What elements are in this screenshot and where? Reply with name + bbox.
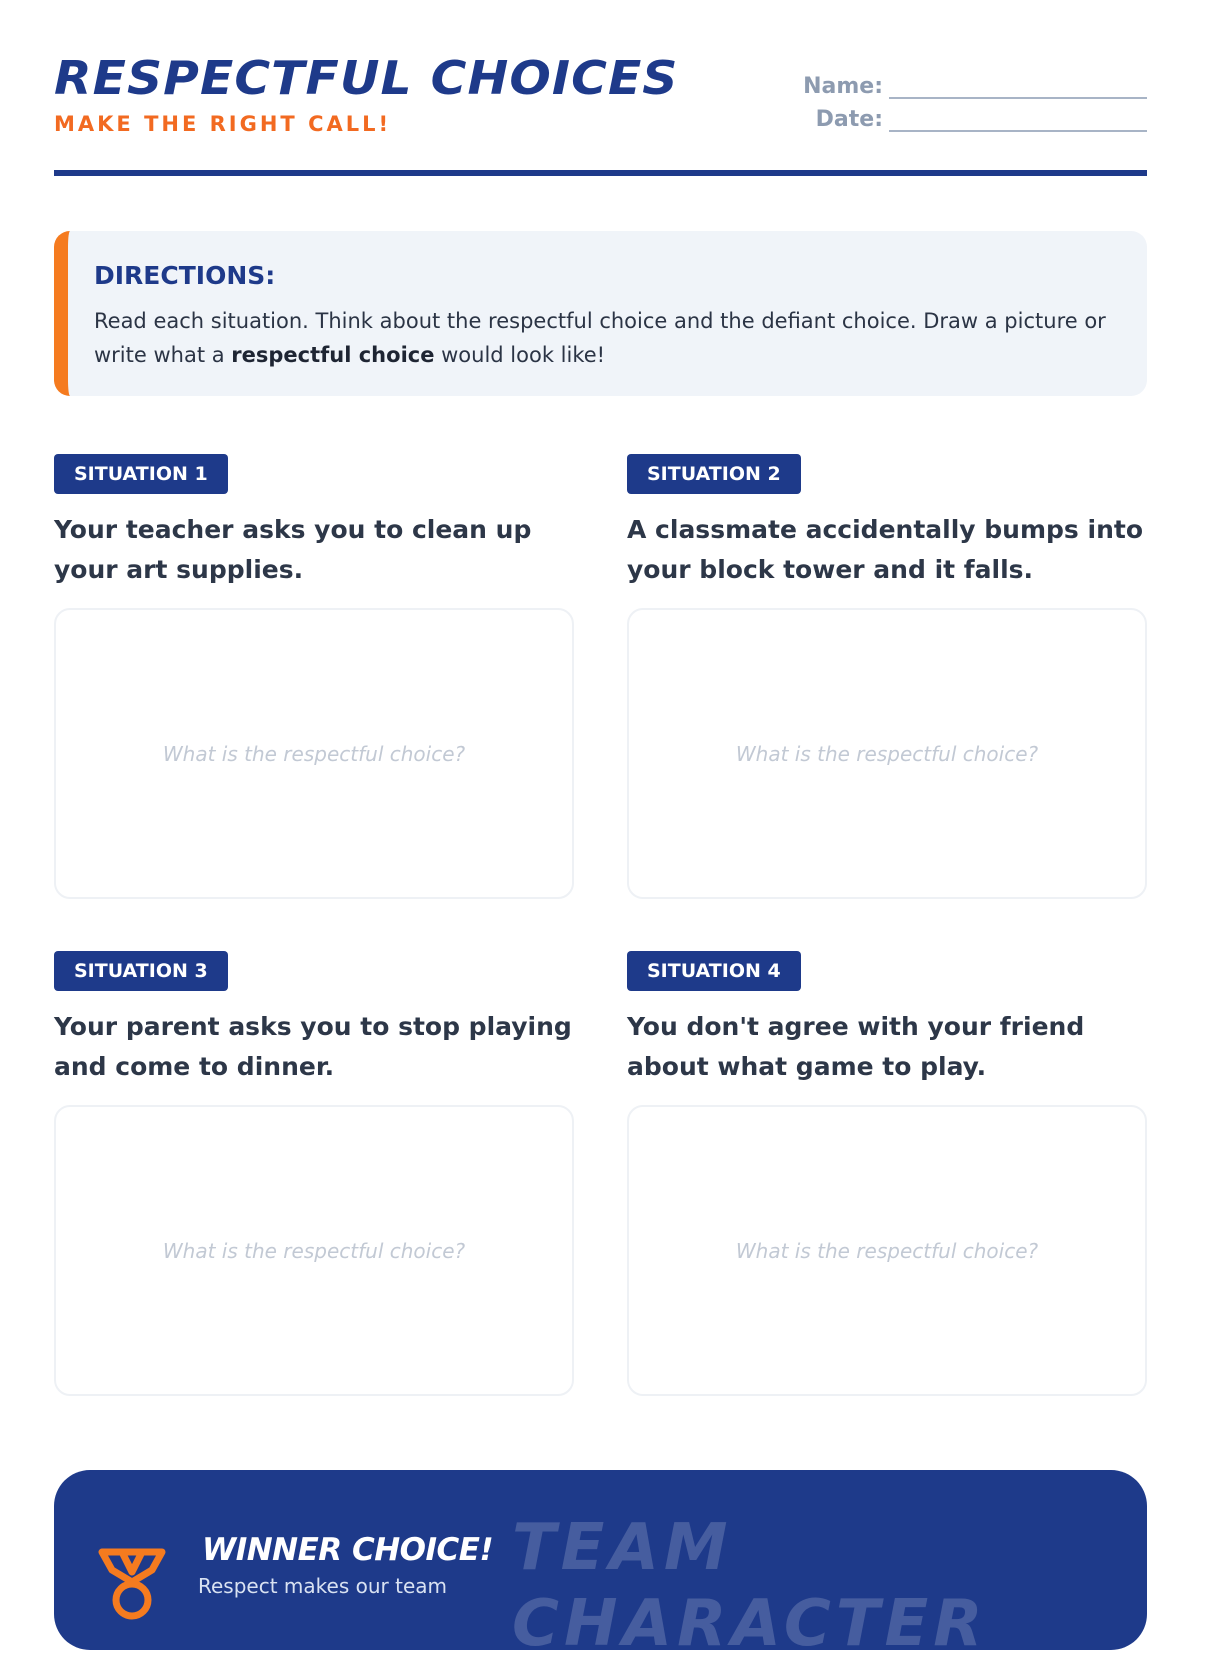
- situation-badge: SITUATION 1: [54, 454, 228, 494]
- situation-1: [54, 454, 574, 899]
- page-title: RESPECTFUL CHOICES: [54, 51, 679, 105]
- name-row: [787, 66, 1147, 99]
- header-divider: [54, 170, 1147, 176]
- page-subtitle: MAKE THE RIGHT CALL!: [54, 112, 392, 136]
- answer-hint: What is the respectful choice?: [735, 741, 1039, 766]
- answer-box[interactable]: [627, 608, 1147, 899]
- situation-3: [54, 951, 574, 1396]
- name-label: Name:: [803, 74, 883, 99]
- directions-title: DIRECTIONS:: [94, 261, 276, 290]
- directions-text: [94, 304, 1121, 372]
- answer-hint: What is the respectful choice?: [162, 1238, 466, 1263]
- situation-4: [627, 951, 1147, 1396]
- situation-prompt: A classmate accidentally bumps into your block tower and it falls.: [627, 515, 1144, 584]
- worksheet-header: [54, 50, 1147, 178]
- situation-badge: SITUATION 2: [627, 454, 801, 494]
- footer-banner: [54, 1470, 1147, 1661]
- situation-prompt: Your teacher asks you to clean up your art supplies.: [54, 515, 532, 584]
- directions-text-start: Read each situation. Think about the respectful choice and the defiant choice. Draw a picture or write what a: [94, 309, 1106, 367]
- date-field-line[interactable]: [889, 110, 1147, 132]
- directions-text-bold: respectful choice: [231, 343, 435, 367]
- directions-panel: [54, 231, 1147, 396]
- watermark-line-2: CHARACTER: [512, 1587, 988, 1661]
- name-field-line[interactable]: [889, 77, 1147, 99]
- watermark-line-1: TEAM: [512, 1511, 733, 1585]
- footer-title: WINNER CHOICE!: [202, 1532, 494, 1568]
- date-label: Date:: [815, 107, 883, 132]
- footer-subtitle: Respect makes our team: [198, 1574, 447, 1598]
- date-row: [787, 99, 1147, 132]
- name-date-fields: [787, 66, 1147, 132]
- situation-badge: SITUATION 4: [627, 951, 801, 991]
- situation-badge: SITUATION 3: [54, 951, 228, 991]
- directions-text-end: would look like!: [434, 343, 606, 367]
- medal-icon: [96, 1542, 168, 1622]
- answer-box[interactable]: [627, 1105, 1147, 1396]
- answer-hint: What is the respectful choice?: [162, 741, 466, 766]
- footer-watermark: [512, 1510, 988, 1662]
- situation-prompt: Your parent asks you to stop playing and come to dinner.: [54, 1012, 572, 1081]
- situation-2: [627, 454, 1147, 899]
- answer-box[interactable]: [54, 608, 574, 899]
- answer-box[interactable]: [54, 1105, 574, 1396]
- answer-hint: What is the respectful choice?: [735, 1238, 1039, 1263]
- situation-prompt: You don't agree with your friend about what game to play.: [627, 1012, 1085, 1081]
